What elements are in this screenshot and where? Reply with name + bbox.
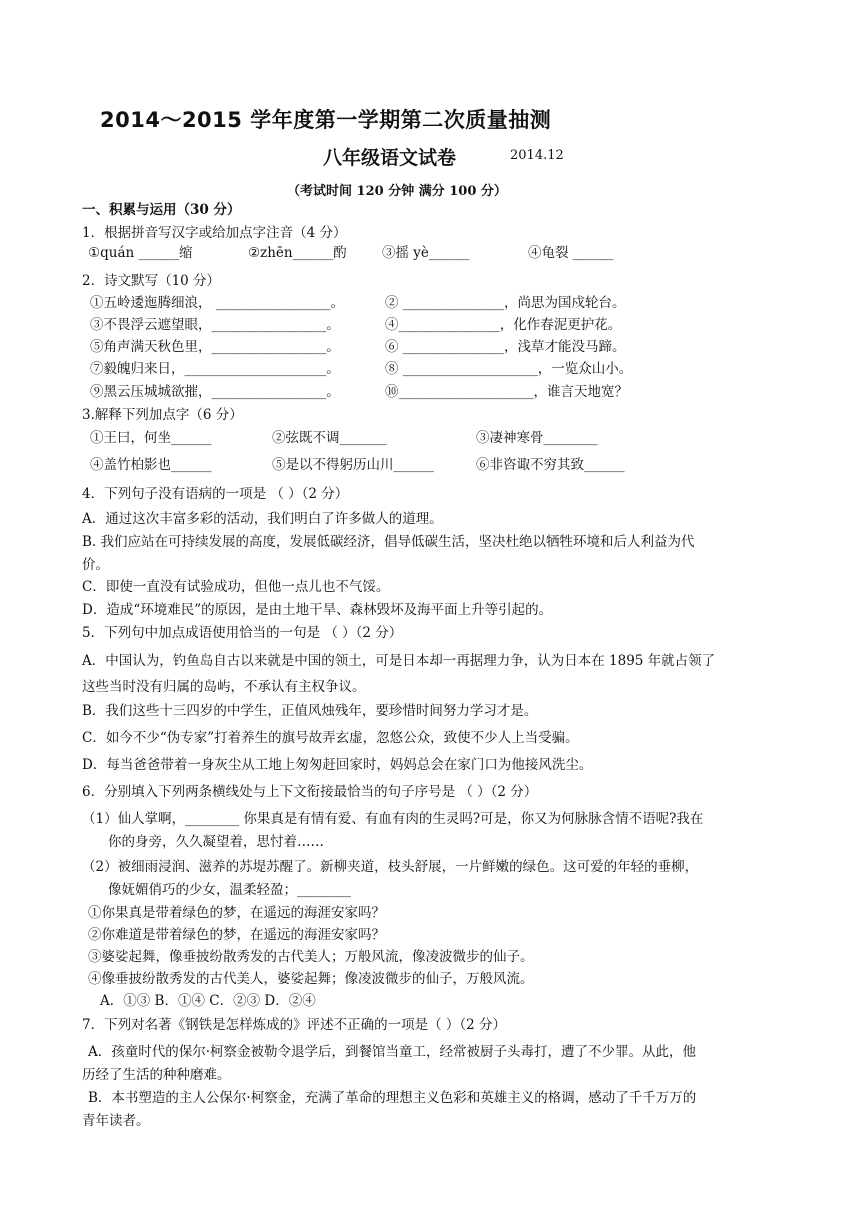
q1-item: ②zhēn______酌 <box>248 245 347 261</box>
exam-date: 2014.12 <box>510 148 564 163</box>
q6-passage-1-cont: 你的身旁，久久凝望着，思忖着…… <box>108 834 324 850</box>
q6-sentence: ②你难道是带着绿色的梦，在遥远的海涯安家吗？ <box>88 927 385 943</box>
q4-stem: 4．下列句子没有语病的一项是 （ ）（2 分） <box>82 486 349 502</box>
q7-stem: 7．下列对名著《钢铁是怎样炼成的》评述不正确的一项是（ ）（2 分） <box>82 1017 507 1033</box>
q6-passage-2: （2）被细雨浸润、滋养的苏堤苏醒了。新柳夹道，枝头舒展，一片鲜嫩的绿色。这可爱的年轻的垂柳， <box>82 859 699 875</box>
q3-item: ①王曰，何坐______ <box>90 430 212 446</box>
q5-stem: 5．下列句中加点成语使用恰当的一句是 （ ）（2 分） <box>82 625 403 641</box>
q3-item: ②弦既不调_______ <box>272 430 387 446</box>
section-heading: 一、积累与运用（30 分） <box>82 202 241 218</box>
q2-line-right: ② _______________，尚思为国戍轮台。 <box>385 295 626 311</box>
q1-item: ③摇 yè______ <box>382 245 470 261</box>
q2-line-left: ③不畏浮云遮望眼，_________________。 <box>90 317 340 333</box>
q2-line-left: ⑨黑云压城城欲摧，_________________。 <box>90 384 340 400</box>
q3-item: ⑤是以不得躬历山川______ <box>272 457 434 473</box>
q2-line-left: ⑤角声满天秋色里，_________________。 <box>90 339 340 355</box>
q4-option-d: D．造成“环境难民”的原因，是由土地干旱、森林毁坏及海平面上升等引起的。 <box>82 602 553 618</box>
q6-sentence: ④像垂披纷散秀发的古代美人，婆娑起舞；像凌波微步的仙子，万般风流。 <box>88 971 534 987</box>
q2-stem: 2．诗文默写（10 分） <box>82 273 221 289</box>
q2-line-right: ⑩____________________，谁言天地宽？ <box>385 384 628 400</box>
q4-option-a: A．通过这次丰富多彩的活动，我们明白了许多做人的道理。 <box>82 511 443 527</box>
q2-line-left: ①五岭逶迤腾细浪， _________________。 <box>90 295 345 311</box>
q6-passage-1: （1）仙人掌啊，________ 你果真是有情有爱、有血有肉的生灵吗?可是，你又为何脉脉含情不语呢?我在 <box>82 811 704 827</box>
q6-stem: 6．分别填入下列两条横线处与上下文衔接最恰当的句子序号是 （ ）（2 分） <box>82 784 538 800</box>
q2-line-right: ④_______________，化作春泥更护花。 <box>385 317 622 333</box>
q6-sentence: ③婆娑起舞，像垂披纷散秀发的古代美人；万般风流，像凌波微步的仙子。 <box>88 949 534 965</box>
q2-line-right: ⑧ ____________________，一览众山小。 <box>385 361 633 377</box>
q3-stem: 3.解释下列加点字（6 分） <box>82 407 243 423</box>
q7-option-a: A．孩童时代的保尔·柯察金被勒令退学后，到餐馆当童工，经常被厨子头毒打，遭了不少罪。从此，他 <box>88 1044 697 1060</box>
q2-line-left: ⑦毅魄归来日，_____________________。 <box>90 361 340 377</box>
q7-option-b: B．本书塑造的主人公保尔·柯察金，充满了革命的理想主义色彩和英雄主义的格调，感动了千千万万的 <box>88 1090 697 1106</box>
q4-option-c: C．即使一直没有试验成功，但他一点儿也不气馁。 <box>82 579 390 595</box>
q6-sentence: ①你果真是带着绿色的梦，在遥远的海涯安家吗？ <box>88 905 385 921</box>
q1-item: ①quán ______缩 <box>88 245 193 261</box>
q4-option-b-cont: 价。 <box>82 557 109 573</box>
q7-option-b-cont: 青年读者。 <box>82 1113 150 1129</box>
q1-item: ④龟裂 ______ <box>528 245 614 261</box>
q5-option-d: D．每当爸爸带着一身灰尘从工地上匆匆赶回家时，妈妈总会在家门口为他接风洗尘。 <box>82 757 593 773</box>
q5-option-a-cont: 这些当时没有归属的岛屿，不承认有主权争议。 <box>82 679 366 695</box>
q3-item: ③凄神寒骨________ <box>476 430 598 446</box>
q1-stem: 1．根据拼音写汉字或给加点字注音（4 分） <box>82 225 347 241</box>
exam-info: （考试时间 120 分钟 满分 100 分） <box>287 184 507 199</box>
exam-subtitle: 八年级语文试卷 <box>323 147 457 169</box>
q5-option-b: B．我们这些十三四岁的中学生，正值风烛残年，要珍惜时间努力学习才是。 <box>82 703 538 719</box>
q6-passage-2-cont: 像妩媚俏巧的少女，温柔轻盈；________ <box>108 882 351 898</box>
exam-title: 2014～2015 学年度第一学期第二次质量抽测 <box>100 108 552 132</box>
q5-option-c: C．如今不少“伪专家”打着养生的旗号故弄玄虚，忽悠公众，致使不少人上当受骗。 <box>82 730 579 746</box>
q3-item: ④盖竹柏影也______ <box>90 457 212 473</box>
q3-item: ⑥非咨诹不穷其致______ <box>476 457 625 473</box>
q6-choices: A．①③ B．①④ C．②③ D．②④ <box>100 993 316 1009</box>
q7-option-a-cont: 历经了生活的种种磨难。 <box>82 1067 231 1083</box>
q4-option-b: B. 我们应站在可持续发展的高度，发展低碳经济，倡导低碳生活，坚决杜绝以牺牲环境和后人利益为代 <box>82 534 695 550</box>
q2-line-right: ⑥ _______________，浅草才能没马蹄。 <box>385 339 626 355</box>
q5-option-a: A．中国认为，钓鱼岛自古以来就是中国的领土，可是日本却一再据理力争，认为日本在 1895 年就占领了 <box>82 653 716 669</box>
